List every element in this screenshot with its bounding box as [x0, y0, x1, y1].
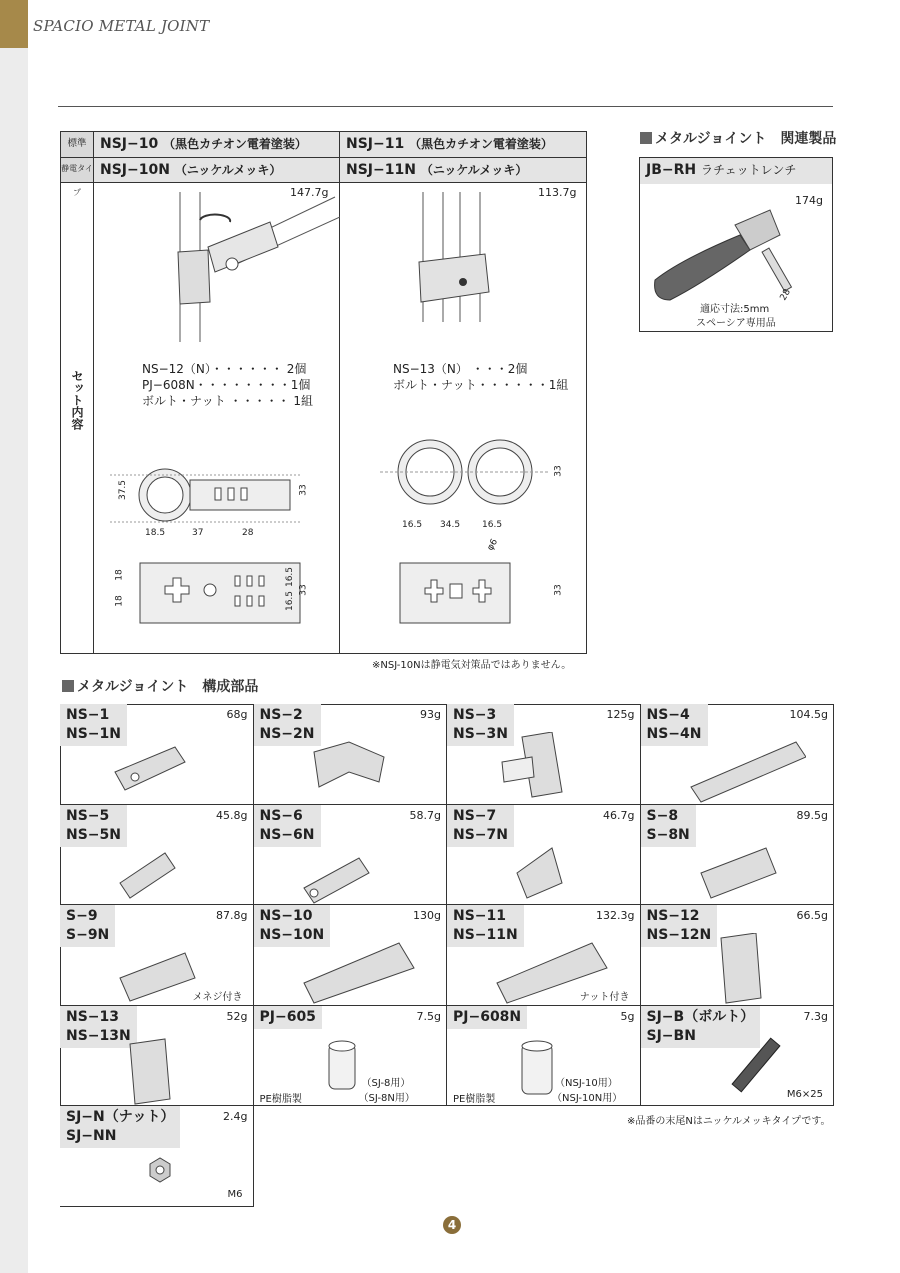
- part-code-nickel: SJ−BN: [646, 1027, 696, 1044]
- part-code-standard: NS−7: [453, 807, 497, 824]
- nsj11-bottom-drawing: [395, 560, 515, 630]
- nsj10-content-3: ボルト・ナット ・・・・・ 1組: [142, 394, 314, 408]
- dim-37: 37: [192, 528, 204, 538]
- related-title-text: メタルジョイント 関連製品: [655, 131, 837, 147]
- side-bar: [0, 0, 28, 1273]
- part-code-nickel: NS−6N: [259, 826, 315, 843]
- header-rule: [58, 106, 833, 107]
- part-card: [60, 905, 254, 1006]
- nsj11-content-2: ボルト・ナット・・・・・・1組: [393, 378, 569, 392]
- part-compat-2: （SJ-8N用）: [358, 1092, 415, 1104]
- part-code-nickel: NS−12N: [646, 927, 712, 943]
- part-code-nickel: NS−3N: [453, 726, 508, 742]
- part-card: [60, 1106, 254, 1207]
- part-code-nickel: SJ−NN: [66, 1128, 117, 1144]
- nsj11-code: NSJ−11: [346, 136, 405, 152]
- part-code-standard: PJ−605: [259, 1008, 316, 1025]
- part-card: [254, 805, 448, 906]
- nsj10-weight: 147.7g: [290, 186, 329, 199]
- dim-37-5: 37.5: [118, 479, 129, 501]
- part-code-standard: NS−12: [646, 908, 700, 924]
- nsj11-finish: （黒色カチオン電着塗装）: [409, 137, 553, 151]
- dim-28: 28: [242, 528, 254, 538]
- part-weight: 93g: [420, 708, 441, 721]
- nsj11-content-1: NS−13（N） ・・・2個: [393, 362, 528, 376]
- part-code-nickel: NS−13N: [66, 1027, 131, 1044]
- part-weight: 52g: [226, 1009, 248, 1023]
- part-code-standard: NS−10: [259, 908, 313, 924]
- part-note: M6: [227, 1189, 243, 1200]
- part-card: [254, 704, 448, 805]
- part-illustration: [686, 833, 806, 905]
- nsj11-dim-16-5-a: 16.5: [402, 520, 423, 530]
- part-code-nickel: NS−4N: [646, 726, 702, 742]
- part-illustration: [105, 1134, 225, 1206]
- part-code-nickel: NS−5N: [66, 826, 121, 843]
- part-card: [60, 805, 254, 906]
- wrench-illustration: [650, 205, 825, 305]
- part-note: M6×25: [786, 1088, 823, 1100]
- dim-33: 33: [298, 484, 309, 496]
- nsj10n-finish: （ニッケルメッキ）: [174, 163, 282, 177]
- nsj11n-header: [340, 158, 586, 182]
- part-compat-1: （SJ-8用）: [361, 1077, 411, 1089]
- part-weight: 45.8g: [216, 808, 248, 822]
- part-illustration: [299, 833, 419, 905]
- part-weight: 104.5g: [789, 708, 828, 721]
- nsj11-top-drawing: [380, 432, 570, 517]
- part-card: [447, 905, 641, 1006]
- part-card: [60, 1006, 254, 1107]
- page-number: 4: [443, 1216, 461, 1234]
- part-code-nickel: S−8N: [646, 826, 690, 843]
- part-code-standard: NS−2: [259, 707, 303, 723]
- part-code-nickel: NS−2N: [259, 726, 315, 742]
- nsj10-illustration: [160, 192, 340, 342]
- nsj10-header: [94, 132, 339, 157]
- part-weight: 58.7g: [409, 808, 441, 822]
- dim-18-a: 18: [114, 569, 125, 581]
- grid-blank-area: [254, 1106, 836, 1110]
- nsj10n-header: [94, 158, 339, 182]
- part-code-standard: S−8: [646, 807, 679, 824]
- part-illustration: [492, 833, 612, 905]
- part-illustration: [492, 732, 612, 804]
- part-illustration: [105, 833, 225, 905]
- part-code-standard: NS−1: [66, 707, 110, 723]
- part-card: [641, 805, 835, 906]
- part-code-nickel: NS−1N: [66, 726, 121, 742]
- part-card: [447, 1006, 641, 1107]
- part-code-nickel: NS−7N: [453, 826, 508, 843]
- related-title: [640, 128, 836, 148]
- related-dim: 28: [778, 287, 793, 303]
- part-card: [254, 1006, 448, 1107]
- nsj10-content-1: NS−12（N）・・・・・・ 2個: [142, 362, 307, 376]
- part-code: [254, 1006, 322, 1029]
- related-code: JB−RH: [646, 162, 697, 178]
- part-compat-2: （NSJ-10N用）: [552, 1092, 623, 1104]
- nsj11n-finish: （ニッケルメッキ）: [420, 163, 528, 177]
- parts-footnote: ※品番の末尾Nはニッケルメッキタイプです。: [627, 1116, 831, 1127]
- part-code-standard: NS−13: [66, 1008, 120, 1025]
- part-weight: 5g: [620, 1009, 635, 1023]
- part-material: PE樹脂製: [259, 1093, 302, 1105]
- part-weight: 68g: [226, 708, 248, 721]
- nsj11-weight: 113.7g: [538, 186, 577, 199]
- part-illustration: [105, 732, 225, 804]
- part-card: [447, 704, 641, 805]
- part-material: PE樹脂製: [453, 1093, 496, 1105]
- related-note2: スペーシア専用品: [696, 318, 776, 329]
- part-weight: 125g: [606, 708, 635, 721]
- part-weight: 89.5g: [796, 808, 828, 822]
- label-static: 静電タイプ: [61, 157, 93, 182]
- part-illustration: [105, 1034, 225, 1106]
- part-code-nickel: NS−11N: [453, 927, 518, 943]
- nsj11-dim-phi6: φ6: [485, 537, 501, 553]
- part-card: [254, 905, 448, 1006]
- nsj11-header: [340, 132, 586, 157]
- part-code-standard: NS−11: [453, 908, 507, 924]
- parts-title-text: メタルジョイント 構成部品: [77, 679, 259, 695]
- part-note: メネジ付き: [192, 992, 243, 1003]
- related-note1: 適応寸法:5mm: [700, 304, 770, 315]
- related-weight: 174g: [795, 194, 823, 207]
- part-weight: 46.7g: [603, 808, 635, 822]
- part-weight: 66.5g: [796, 909, 828, 922]
- nsj11-dim-16-5-b: 16.5: [482, 520, 503, 530]
- part-code-standard: NS−4: [646, 707, 690, 723]
- part-code-standard: SJ−N（ナット）: [66, 1109, 175, 1125]
- part-code-standard: S−9: [66, 908, 98, 924]
- part-card: [641, 704, 835, 805]
- part-code-standard: PJ−608N: [453, 1008, 522, 1025]
- part-code-standard: NS−5: [66, 807, 110, 824]
- part-code-nickel: S−9N: [66, 927, 110, 943]
- side-bar-accent: [0, 0, 28, 48]
- parts-title: [62, 676, 258, 696]
- set-footnote: ※NSJ-10Nは静電気対策品ではありません。: [372, 660, 572, 671]
- part-code-nickel: NS−10N: [259, 927, 325, 943]
- part-illustration: [686, 732, 806, 804]
- divider: [93, 131, 94, 654]
- nsj11-dim-34-5: 34.5: [440, 520, 461, 530]
- nsj11n-code: NSJ−11N: [346, 162, 416, 178]
- nsj10-code: NSJ−10: [100, 136, 159, 152]
- part-code-standard: NS−3: [453, 707, 497, 723]
- part-card: [60, 704, 254, 805]
- related-name: ラチェットレンチ: [700, 163, 797, 177]
- dim-16-5-a: 16.5: [285, 566, 296, 588]
- part-weight: 7.3g: [803, 1009, 828, 1023]
- nsj10-top-drawing: [110, 460, 320, 550]
- part-card: [447, 805, 641, 906]
- nsj10-finish: （黒色カチオン電着塗装）: [163, 137, 307, 151]
- related-header: [640, 158, 832, 184]
- part-note: ナット付き: [579, 992, 630, 1003]
- part-weight: 2.4g: [223, 1110, 248, 1123]
- set-contents-label: セット内容: [70, 370, 84, 430]
- divider: [60, 182, 587, 183]
- label-standard: 標準: [61, 132, 93, 157]
- part-weight: 130g: [413, 909, 441, 922]
- part-code-standard: NS−6: [259, 807, 303, 824]
- part-weight: 87.8g: [216, 909, 248, 922]
- nsj11-dim-33-b: 33: [553, 584, 564, 596]
- nsj10n-code: NSJ−10N: [100, 162, 170, 178]
- nsj11-dim-33: 33: [553, 465, 564, 477]
- part-weight: 132.3g: [596, 909, 635, 922]
- part-illustration: [299, 933, 419, 1005]
- dim-33-b: 33: [298, 584, 309, 596]
- nsj10-content-2: PJ−608N・・・・・・・・1個: [142, 378, 311, 392]
- dim-18-5: 18.5: [145, 528, 166, 538]
- part-card: [641, 1006, 835, 1107]
- part-code-standard: SJ−B（ボルト）: [646, 1008, 755, 1025]
- nsj11-illustration: [405, 192, 515, 322]
- dim-18-b: 18: [114, 595, 125, 607]
- dim-16-5-b: 16.5: [285, 590, 296, 612]
- part-illustration: [299, 732, 419, 804]
- part-code: [447, 1006, 527, 1029]
- part-card: [641, 905, 835, 1006]
- part-compat-1: （NSJ-10用）: [555, 1077, 618, 1089]
- part-weight: 7.5g: [416, 1009, 441, 1023]
- part-illustration: [686, 933, 806, 1005]
- brand-title: SPACIO METAL JOINT: [33, 17, 210, 35]
